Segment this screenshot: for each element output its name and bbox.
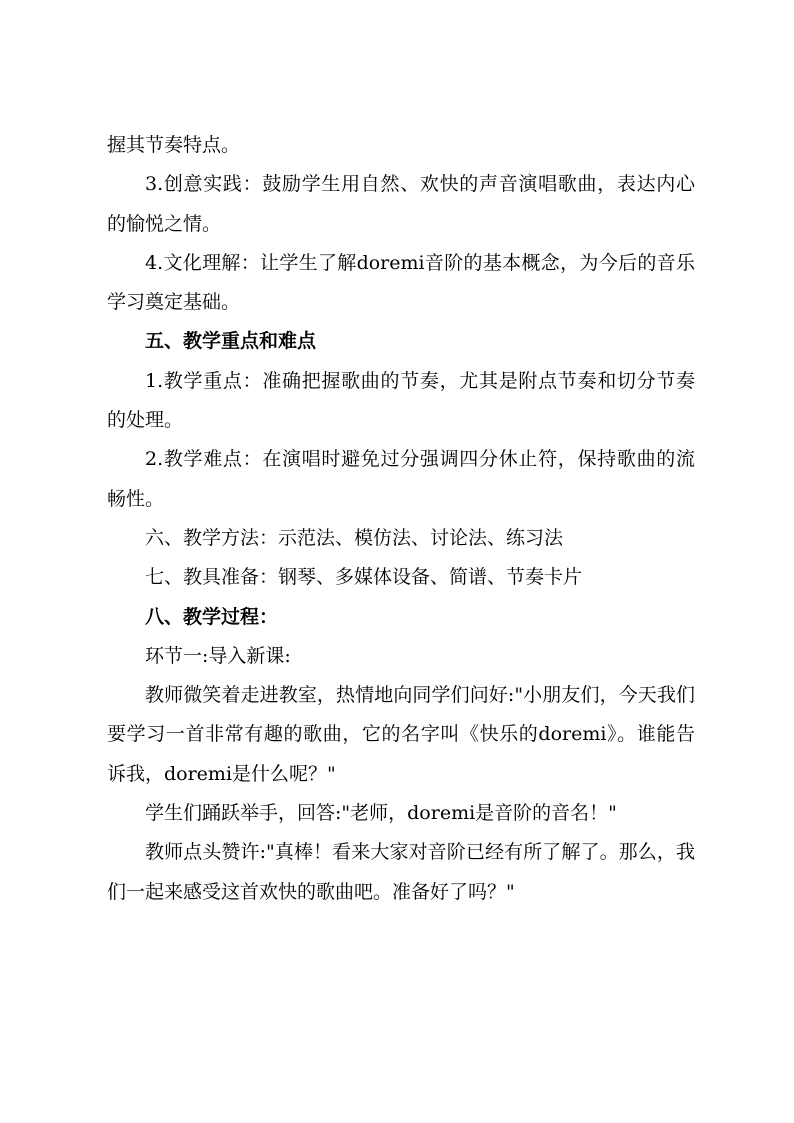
paragraph-teaching-methods: 六、教学方法：示范法、模仿法、讨论法、练习法 <box>145 526 564 549</box>
paragraph-teaching-difficulty: 2.教学难点：在演唱时避免过分强调四分休止符，保持歌曲的流畅性。 <box>107 448 695 510</box>
paragraph-student-answer: 学生们踊跃举手，回答:"老师，doremi是音阶的音名！" <box>145 802 617 825</box>
document-body <box>107 126 695 912</box>
paragraph-teaching-focus: 1.教学重点：准确把握歌曲的节奏，尤其是附点节奏和切分节奏的处理。 <box>107 369 695 432</box>
paragraph-lesson-intro: 环节一:导入新课: <box>145 644 291 667</box>
paragraph-teacher-greeting: 教师微笑着走进教室，热情地向同学们问好:"小朋友们，今天我们要学习一首非常有趣的歌曲，它的名字叫《快乐的doremi》。谁能告诉我，doremi是什么呢？" <box>107 684 695 785</box>
paragraph-teacher-praise: 教师点头赞许:"真棒！看来大家对音阶已经有所了解了。那么，我们一起来感受这首欢快的歌曲吧。准备好了吗？" <box>107 841 695 903</box>
heading-key-points: 五、教学重点和难点 <box>145 330 317 353</box>
paragraph-cultural-understanding: 4.文化理解：让学生了解doremi音阶的基本概念，为今后的音乐学习奠定基础。 <box>107 251 695 314</box>
heading-teaching-process: 八、教学过程： <box>145 605 279 628</box>
paragraph-objective-continuation: 握其节奏特点。 <box>107 134 241 156</box>
paragraph-teaching-aids: 七、教具准备：钢琴、多媒体设备、简谱、节奏卡片 <box>145 566 583 589</box>
paragraph-creative-practice: 3.创意实践：鼓励学生用自然、欢快的声音演唱歌曲，表达内心的愉悦之情。 <box>107 173 695 235</box>
